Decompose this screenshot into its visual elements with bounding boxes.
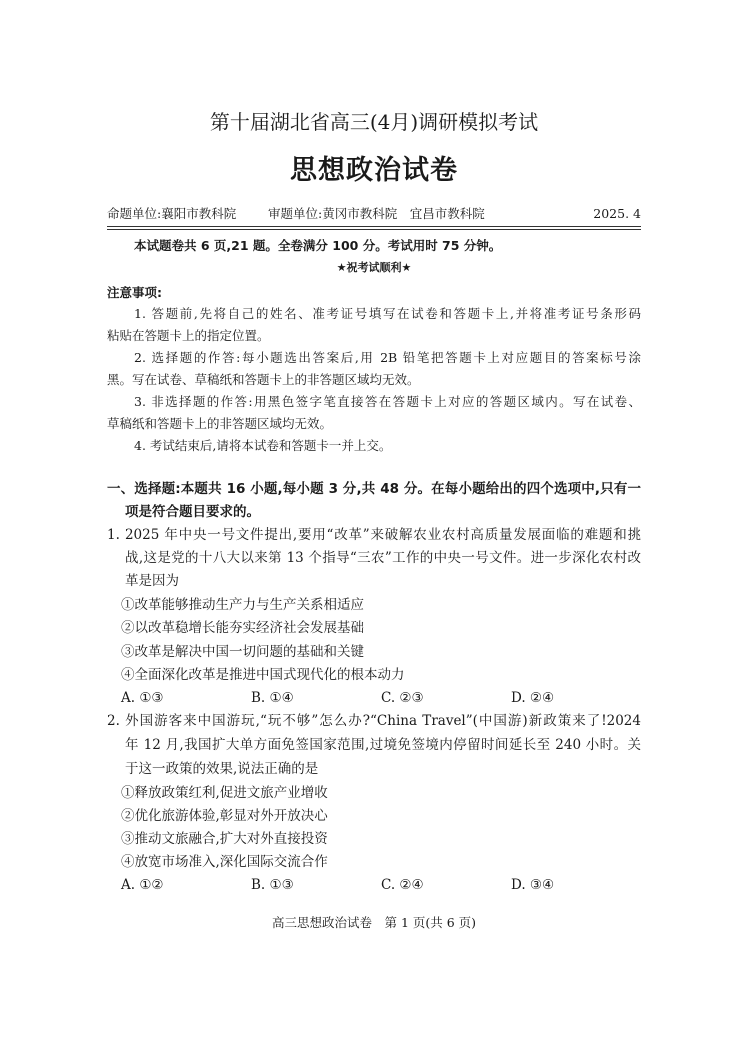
option-a[interactable]: A. ①②	[121, 877, 164, 893]
option-c[interactable]: C. ②④	[381, 877, 424, 893]
notice-line: 3. 非选择题的作答:用黑色签字笔直接答在答题卡上对应的答题区域内。写在试卷、	[134, 394, 641, 409]
question-1-statement: ①改革能够推动生产力与生产关系相适应	[121, 597, 364, 613]
option-d[interactable]: D. ③④	[511, 877, 555, 893]
question-1-options	[121, 689, 641, 707]
question-1-stem: 革是因为	[125, 573, 179, 589]
question-2-options	[121, 876, 641, 894]
wish-line: ★祝考试顺利★	[336, 261, 412, 274]
notice-line: 粘贴在答题卡上的指定位置。	[107, 328, 270, 343]
exam-date: 2025. 4	[593, 206, 641, 221]
proposer: 命题单位:襄阳市教科院	[107, 206, 237, 221]
notice-line: 草稿纸和答题卡上的非答题区域均无效。	[107, 416, 333, 431]
question-1-statement: ④全面深化改革是推进中国式现代化的根本动力	[121, 667, 405, 683]
question-2-stem: 年 12 月,我国扩大单方面免签国家范围,过境免签境内停留时间延长至 240 小时。关	[125, 737, 641, 753]
question-2-statement: ②优化旅游体验,彰显对外开放决心	[121, 808, 328, 824]
notice-heading: 注意事项:	[107, 285, 162, 300]
question-2-stem: 于这一政策的效果,说法正确的是	[125, 761, 319, 777]
notice-line: 黑。写在试卷、草稿纸和答题卡上的非答题区域均无效。	[107, 372, 420, 387]
option-b[interactable]: B. ①④	[251, 690, 294, 706]
divider	[107, 226, 641, 227]
divider	[107, 229, 641, 230]
question-2-statement: ③推动文旅融合,扩大对外直接投资	[121, 831, 328, 847]
exam-title: 第十届湖北省高三(4月)调研模拟考试	[209, 110, 539, 134]
question-2-statement: ④放宽市场准入,深化国际交流合作	[121, 854, 328, 870]
option-c[interactable]: C. ②③	[381, 690, 424, 706]
option-b[interactable]: B. ①③	[251, 877, 294, 893]
subject-title: 思想政治试卷	[290, 155, 458, 186]
option-d[interactable]: D. ②④	[511, 690, 555, 706]
notice-line: 1. 答题前,先将自己的姓名、准考证号填写在试卷和答题卡上,并将准考证号条形码	[134, 306, 641, 321]
notice-line: 2. 选择题的作答:每小题选出答案后,用 2B 铅笔把答题卡上对应题目的答案标号涂	[134, 350, 641, 365]
reviewer: 审题单位:黄冈市教科院 宜昌市教科院	[268, 206, 485, 221]
question-1-stem: 1. 2025 年中央一号文件提出,要用“改革”来破解农业农村高质量发展面临的难题和挑	[107, 527, 641, 543]
question-2-stem: 2. 外国游客来中国游玩,“玩不够”怎么办?“China Travel”(中国游)新政策来了!2024	[107, 713, 641, 729]
option-a[interactable]: A. ①③	[121, 690, 164, 706]
page-footer: 高三思想政治试卷 第 1 页(共 6 页)	[271, 915, 477, 930]
section-heading: 一、选择题:本题共 16 小题,每小题 3 分,共 48 分。在每小题给出的四个选项中,只有一	[107, 481, 641, 497]
exam-summary: 本试题卷共 6 页,21 题。全卷满分 100 分。考试用时 75 分钟。	[134, 238, 502, 253]
section-heading: 项是符合题目要求的。	[125, 504, 260, 520]
question-1-statement: ③改革是解决中国一切问题的基础和关键	[121, 644, 364, 660]
notice-line: 4. 考试结束后,请将本试卷和答题卡一并上交。	[134, 438, 392, 453]
question-1-stem: 战,这是党的十八大以来第 13 个指导“三农”工作的中央一号文件。进一步深化农村改	[125, 550, 641, 566]
question-2-statement: ①释放政策红利,促进文旅产业增收	[121, 785, 328, 801]
question-1-statement: ②以改革稳增长能夯实经济社会发展基础	[121, 620, 364, 636]
